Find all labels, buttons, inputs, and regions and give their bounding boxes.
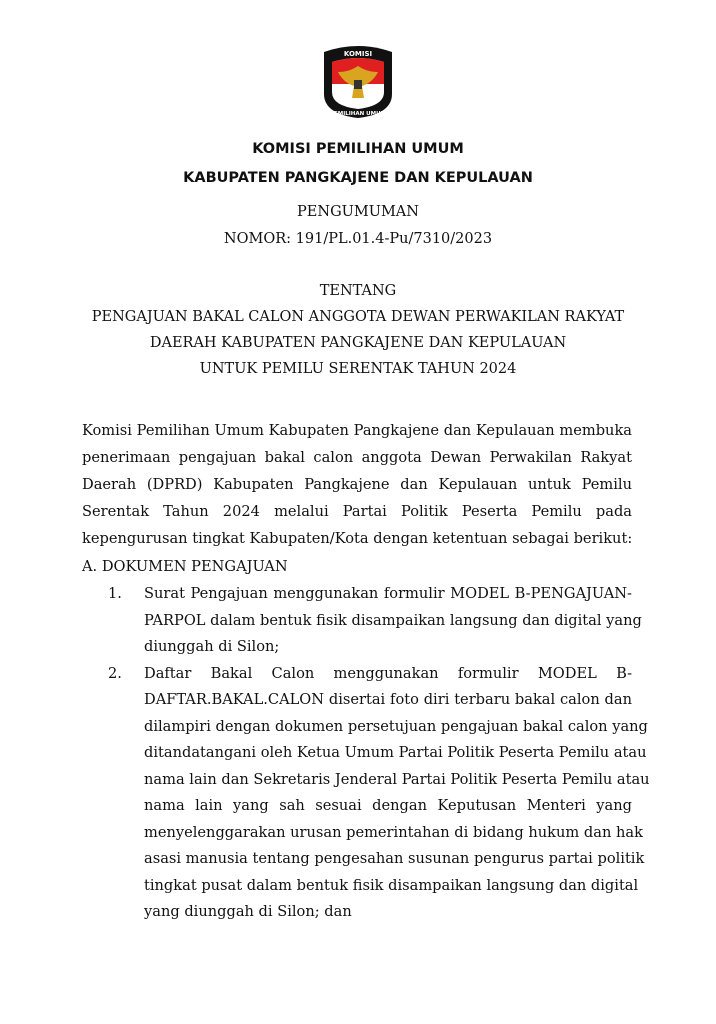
doc-number: NOMOR: 191/PL.01.4-Pu/7310/2023 (223, 231, 493, 247)
list-item-line: diunggah di Silon; (144, 638, 280, 655)
org-name: KOMISI PEMILIHAN UMUM (252, 141, 464, 157)
list-item-line: nama lain dan Sekretaris Jenderal Partai Politik Peserta Pemilu atau (144, 770, 650, 788)
subject-line: UNTUK PEMILU SERENTAK TAHUN 2024 (199, 361, 517, 377)
doc-type: PENGUMUMAN (297, 204, 419, 220)
list-item-line: yang diunggah di Silon; dan (144, 903, 352, 920)
list-item-line: Surat Pengajuan menggunakan formulir MODEL B-PENGAJUAN- (144, 585, 632, 602)
intro-line: Daerah (DPRD) Kabupaten Pangkajene dan Kepulauan untuk Pemilu (82, 476, 632, 493)
list-number: 1. (108, 585, 122, 602)
org-region: KABUPATEN PANGKAJENE DAN KEPULAUAN (183, 170, 533, 186)
list-item-line: dilampiri dengan dokumen persetujuan pengajuan bakal calon yang (144, 717, 648, 735)
list-item-line: DAFTAR.BAKAL.CALON disertai foto diri terbaru bakal calon dan (144, 691, 632, 708)
list-item-line: asasi manusia tentang pengesahan susunan pengurus partai politik (144, 850, 645, 867)
list-number: 2. (108, 664, 122, 682)
svg-text:PEMILIHAN UMUM: PEMILIHAN UMUM (329, 111, 387, 117)
list-item-line: menyelenggarakan urusan pemerintahan di bidang hukum dan hak (144, 823, 643, 841)
list-item-line: ditandatangani oleh Ketua Umum Partai Politik Peserta Pemilu atau (144, 744, 647, 761)
section-title: A. DOKUMEN PENGAJUAN (82, 558, 288, 575)
svg-text:KOMISI: KOMISI (343, 50, 373, 58)
list-item-line: Daftar Bakal Calon menggunakan formulir MODEL B- (144, 664, 632, 682)
list-item-line: nama lain yang sah sesuai dengan Keputusan Menteri yang (144, 797, 632, 814)
intro-line: Serentak Tahun 2024 melalui Partai Politik Peserta Pemilu pada (82, 503, 632, 520)
intro-line: penerimaan pengajuan bakal calon anggota Dewan Perwakilan Rakyat (82, 449, 632, 466)
intro-line: kepengurusan tingkat Kabupaten/Kota dengan ketentuan sebagai berikut: (82, 530, 633, 547)
subject-line: DAERAH KABUPATEN PANGKAJENE DAN KEPULAUAN (149, 335, 567, 351)
list-item-line: tingkat pusat dalam bentuk fisik disampaikan langsung dan digital (144, 876, 639, 894)
subject-line: PENGAJUAN BAKAL CALON ANGGOTA DEWAN PERWAKILAN RAKYAT (91, 309, 625, 325)
kpu-logo (316, 44, 400, 120)
intro-line: Komisi Pemilihan Umum Kabupaten Pangkajene dan Kepulauan membuka (82, 422, 632, 439)
list-item-line: PARPOL dalam bentuk fisik disampaikan langsung dan digital yang (144, 611, 642, 629)
tentang-label: TENTANG (319, 283, 397, 299)
